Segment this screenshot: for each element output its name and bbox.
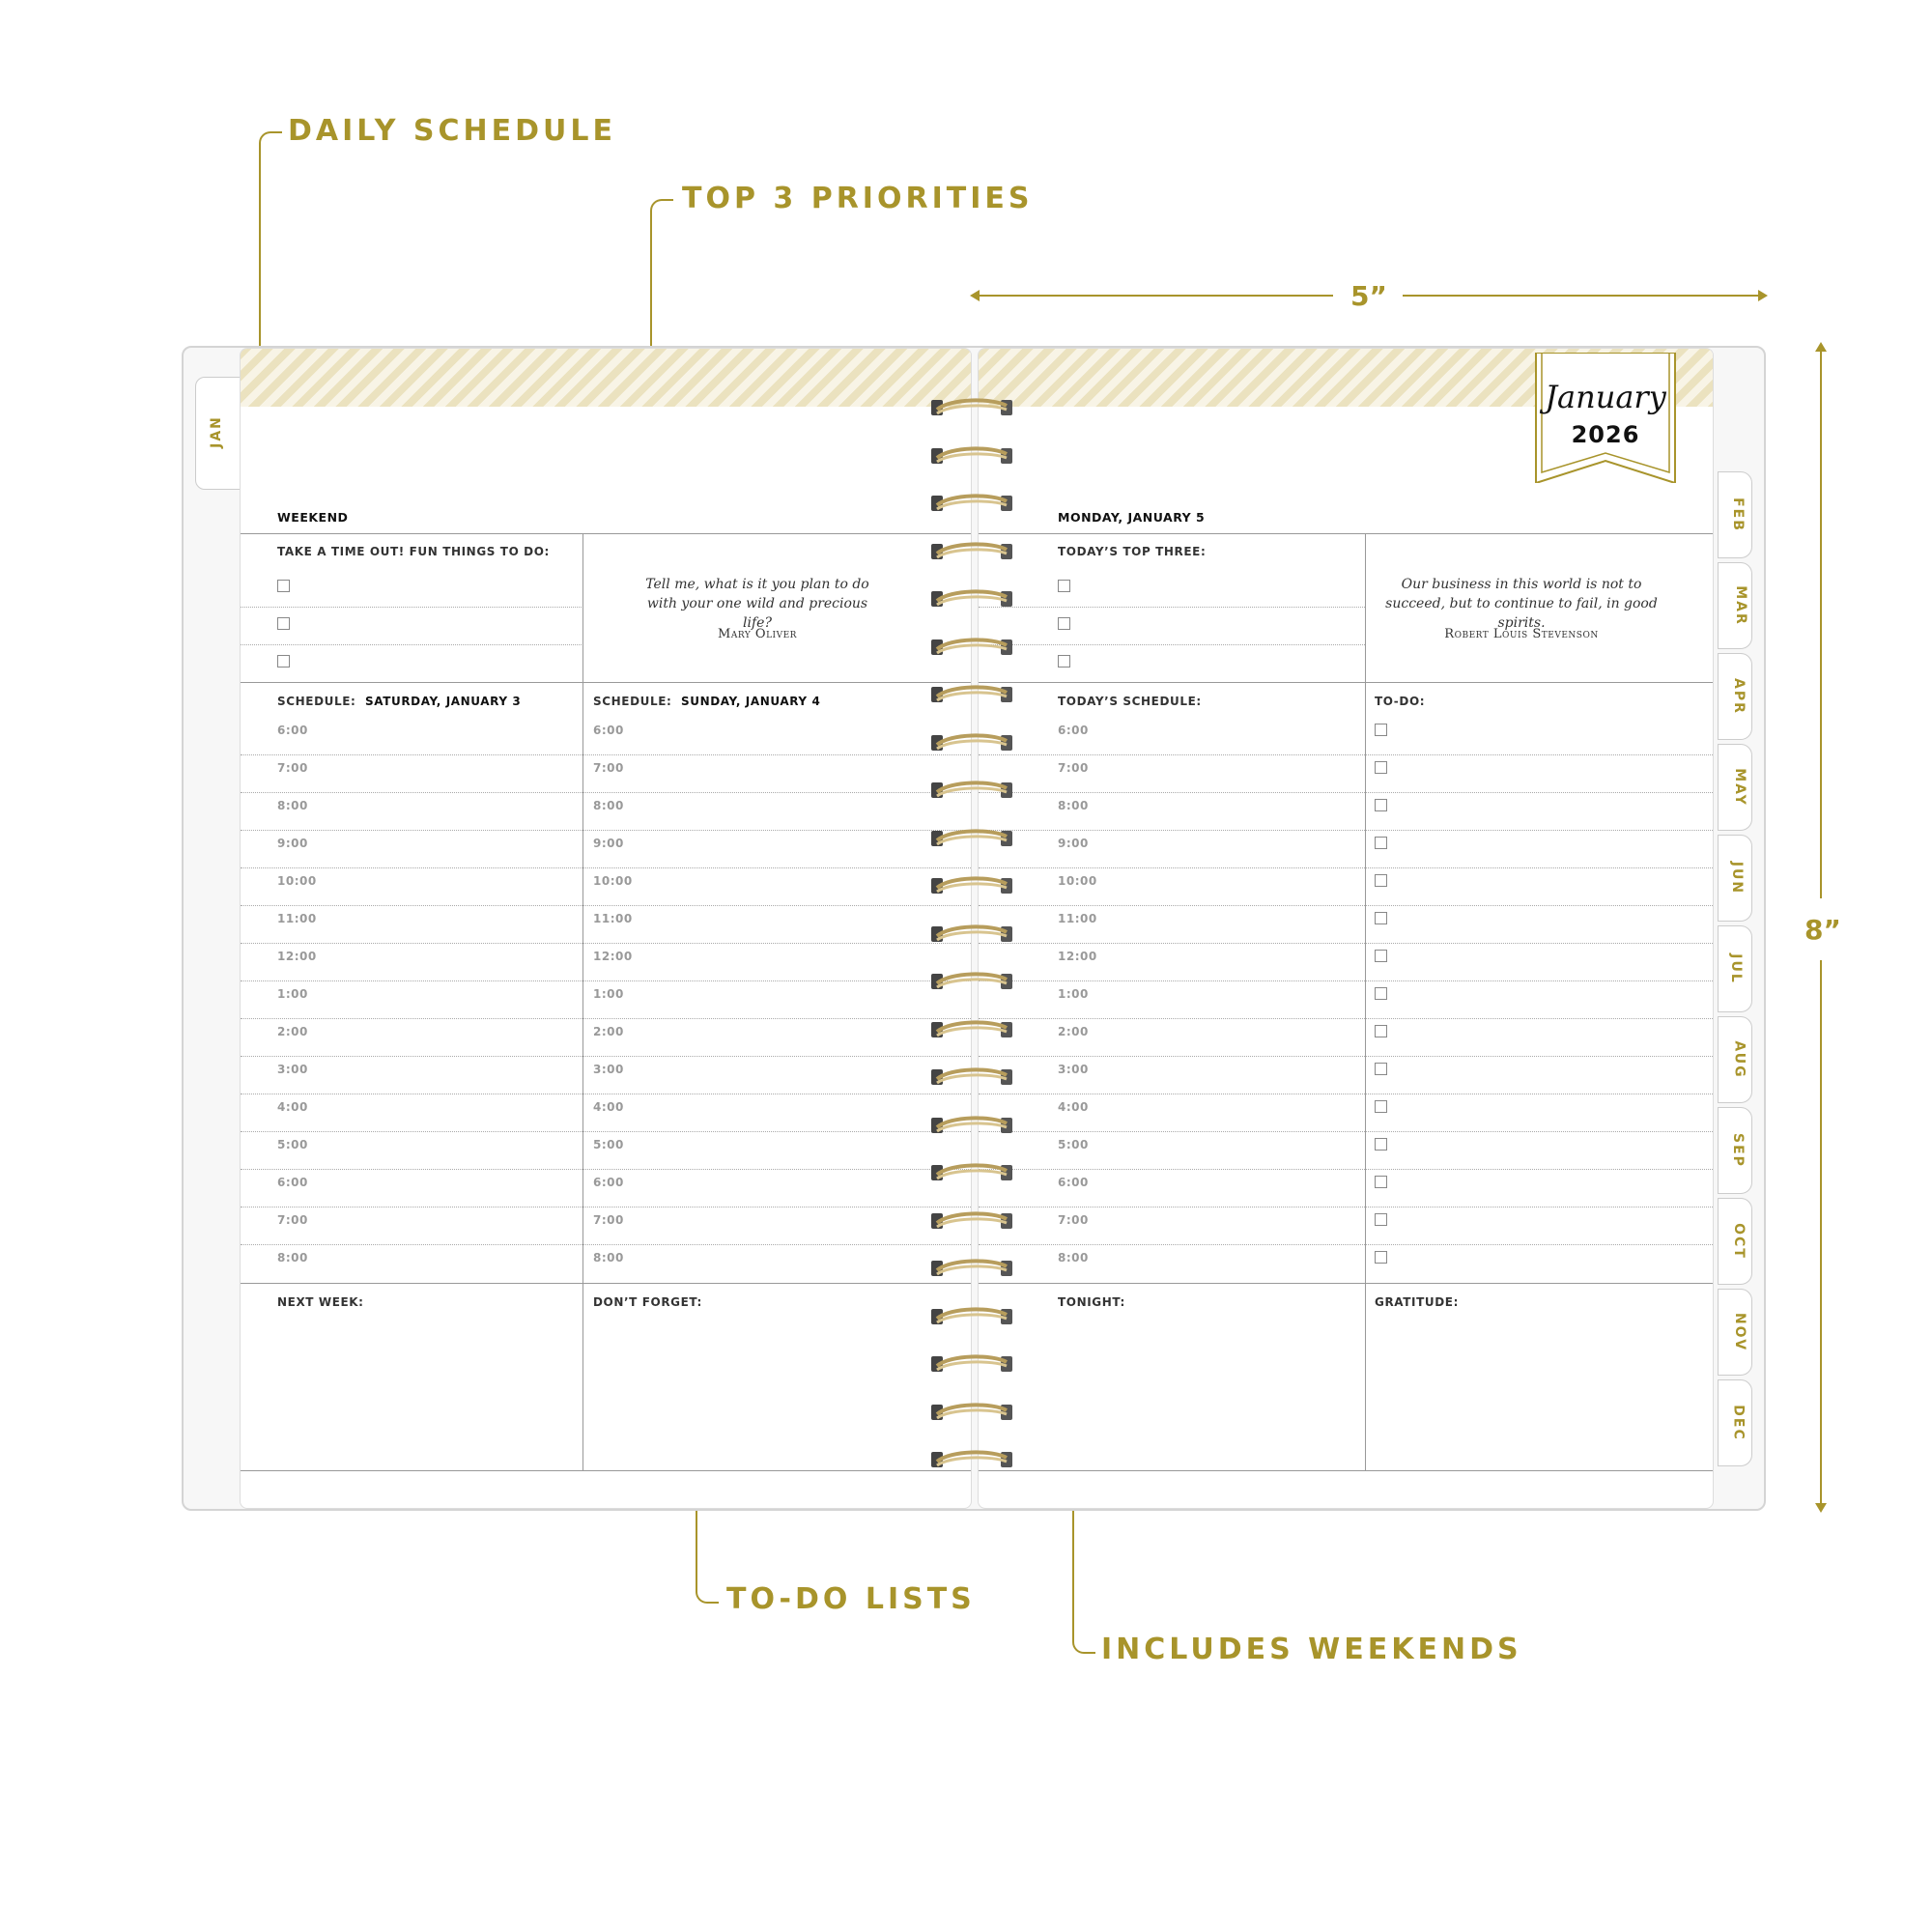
height-dimension-label: 8” — [1804, 914, 1841, 946]
tab-label: MAY — [1731, 768, 1747, 807]
divider — [241, 980, 971, 981]
tab-aug[interactable] — [1718, 1016, 1752, 1103]
tab-label: JUL — [1727, 953, 1744, 984]
time-slot: 5:00 — [277, 1138, 308, 1151]
tab-feb[interactable] — [1718, 471, 1752, 558]
time-slot: 12:00 — [593, 950, 633, 963]
divider — [979, 1056, 1713, 1057]
time-slot: 7:00 — [277, 1213, 308, 1227]
time-slot: 7:00 — [277, 761, 308, 775]
monday-header: MONDAY, JANUARY 5 — [1058, 510, 1206, 525]
spiral-ring — [931, 923, 1012, 944]
divider — [979, 980, 1713, 981]
time-slot: 7:00 — [1058, 761, 1089, 775]
spiral-ring — [931, 1161, 1012, 1182]
gratitude-label: GRATITUDE: — [1375, 1295, 1459, 1309]
fun-checkbox-1[interactable] — [277, 580, 290, 592]
divider — [979, 830, 1713, 831]
divider — [582, 533, 583, 1470]
time-slot: 7:00 — [1058, 1213, 1089, 1227]
divider — [241, 792, 971, 793]
banner-month: January — [1545, 379, 1666, 415]
tab-apr[interactable] — [1718, 653, 1752, 740]
right-page — [978, 348, 1714, 1509]
spiral-ring — [931, 683, 1012, 704]
spiral-ring — [931, 1305, 1012, 1326]
divider — [241, 1283, 971, 1284]
tab-nov[interactable] — [1718, 1289, 1752, 1376]
time-slot: 4:00 — [277, 1100, 308, 1114]
tab-jun[interactable] — [1718, 835, 1752, 922]
tab-sep[interactable] — [1718, 1107, 1752, 1194]
todo-checkbox[interactable] — [1375, 1025, 1387, 1037]
sunday-date: SUNDAY, JANUARY 4 — [681, 695, 821, 708]
time-slot: 6:00 — [277, 1176, 308, 1189]
time-slot: 6:00 — [1058, 1176, 1089, 1189]
divider — [241, 867, 971, 868]
tab-mar[interactable] — [1718, 562, 1752, 649]
time-slot: 8:00 — [593, 799, 624, 812]
todo-checkbox[interactable] — [1375, 1063, 1387, 1075]
top3-callout: TOP 3 PRIORITIES — [682, 182, 1034, 215]
today-schedule-label: TODAY’S SCHEDULE: — [1058, 695, 1202, 708]
left-quote: Tell me, what is it you plan to do with your one wild and precious life? — [645, 577, 869, 631]
divider — [979, 1131, 1713, 1132]
schedule-prefix: SCHEDULE: — [593, 695, 672, 708]
time-slot: 3:00 — [277, 1063, 308, 1076]
divider — [241, 1018, 971, 1019]
width-arrow-left-icon — [970, 290, 980, 301]
tonight-label: TONIGHT: — [1058, 1295, 1125, 1309]
divider — [241, 830, 971, 831]
time-slot: 10:00 — [593, 874, 633, 888]
weekend-header: WEEKEND — [277, 510, 349, 525]
spiral-ring — [931, 1065, 1012, 1087]
width-arrow-right-icon — [1758, 290, 1768, 301]
next-week-label: NEXT WEEK: — [277, 1295, 364, 1309]
todo-checkbox[interactable] — [1375, 837, 1387, 849]
sunday-schedule-label — [593, 695, 820, 708]
spiral-ring — [931, 731, 1012, 753]
todo-checkbox[interactable] — [1375, 1138, 1387, 1151]
divider — [979, 943, 1713, 944]
tab-label: APR — [1730, 678, 1747, 715]
divider — [979, 905, 1713, 906]
time-slot: 8:00 — [1058, 799, 1089, 812]
time-slot: 6:00 — [277, 724, 308, 737]
time-slot: 12:00 — [1058, 950, 1097, 963]
spiral-ring — [931, 444, 1012, 466]
tab-dec[interactable] — [1718, 1379, 1752, 1466]
spiral-ring — [931, 1448, 1012, 1469]
divider — [979, 533, 1713, 534]
time-slot: 11:00 — [277, 912, 317, 925]
time-slot: 1:00 — [277, 987, 308, 1001]
todo-callout: TO-DO LISTS — [726, 1582, 976, 1616]
time-slot: 3:00 — [593, 1063, 624, 1076]
todo-checkbox[interactable] — [1375, 874, 1387, 887]
divider — [241, 533, 971, 534]
divider — [241, 607, 583, 608]
top-three-checkbox-2[interactable] — [1058, 617, 1070, 630]
time-slot: 8:00 — [593, 1251, 624, 1264]
right-quote: Our business in this world is not to succeed, but to continue to fail, in good spirits. — [1385, 577, 1658, 631]
time-slot: 11:00 — [593, 912, 633, 925]
divider — [241, 1207, 971, 1208]
spiral-ring — [931, 1018, 1012, 1039]
time-slot: 3:00 — [1058, 1063, 1089, 1076]
time-slot: 4:00 — [1058, 1100, 1089, 1114]
time-slot: 9:00 — [1058, 837, 1089, 850]
time-slot: 2:00 — [277, 1025, 308, 1038]
fun-checkbox-3[interactable] — [277, 655, 290, 668]
divider — [979, 1283, 1713, 1284]
divider — [979, 644, 1365, 645]
todo-checkbox[interactable] — [1375, 761, 1387, 774]
spiral-ring — [931, 396, 1012, 417]
time-slot: 5:00 — [1058, 1138, 1089, 1151]
time-slot: 2:00 — [593, 1025, 624, 1038]
spiral-ring — [931, 1257, 1012, 1278]
time-slot: 9:00 — [593, 837, 624, 850]
spiral-ring — [931, 827, 1012, 848]
divider — [979, 867, 1713, 868]
month-banner — [1534, 353, 1677, 483]
tab-jul[interactable] — [1718, 925, 1752, 1012]
height-dimension-line-top — [1820, 348, 1822, 898]
tab-label: OCT — [1730, 1223, 1747, 1260]
spiral-ring — [931, 1352, 1012, 1374]
top-three-label: TODAY’S TOP THREE: — [1058, 545, 1207, 558]
divider — [979, 754, 1713, 755]
left-page-stripe — [241, 349, 971, 407]
spiral-ring — [931, 1209, 1012, 1231]
tab-may[interactable] — [1718, 744, 1752, 831]
divider — [979, 1169, 1713, 1170]
time-slot: 9:00 — [277, 837, 308, 850]
right-quote-author: Robert Louis Stevenson — [1444, 627, 1599, 641]
spiral-ring — [931, 587, 1012, 609]
width-dimension-label: 5” — [1350, 280, 1387, 312]
todo-checkbox[interactable] — [1375, 799, 1387, 811]
spiral-ring — [931, 540, 1012, 561]
divider — [241, 905, 971, 906]
divider — [241, 1470, 971, 1471]
divider — [241, 682, 971, 683]
time-slot: 6:00 — [593, 1176, 624, 1189]
tab-jan[interactable] — [195, 377, 245, 490]
time-slot: 1:00 — [593, 987, 624, 1001]
time-slot: 8:00 — [277, 1251, 308, 1264]
left-quote-author: Mary Oliver — [718, 627, 797, 641]
divider — [979, 682, 1713, 683]
dont-forget-label: DON’T FORGET: — [593, 1295, 702, 1309]
time-slot: 1:00 — [1058, 987, 1089, 1001]
top-three-checkbox-3[interactable] — [1058, 655, 1070, 668]
todo-checkbox[interactable] — [1375, 912, 1387, 924]
todo-checkbox[interactable] — [1375, 1251, 1387, 1264]
time-slot: 8:00 — [277, 799, 308, 812]
divider — [979, 1018, 1713, 1019]
tab-label: SEP — [1729, 1133, 1746, 1168]
saturday-schedule-label — [277, 695, 521, 708]
spiral-ring — [931, 970, 1012, 991]
time-slot: 11:00 — [1058, 912, 1097, 925]
time-slot: 10:00 — [1058, 874, 1097, 888]
time-slot: 12:00 — [277, 950, 317, 963]
todo-checkbox[interactable] — [1375, 987, 1387, 1000]
fun-things-label: TAKE A TIME OUT! FUN THINGS TO DO: — [277, 545, 550, 558]
height-arrow-top-icon — [1815, 342, 1827, 352]
tab-label: DEC — [1730, 1405, 1747, 1441]
tab-label: FEB — [1729, 497, 1746, 532]
tab-label: AUG — [1731, 1040, 1747, 1079]
todo-label: TO-DO: — [1375, 695, 1426, 708]
todo-checkbox[interactable] — [1375, 950, 1387, 962]
time-slot: 6:00 — [1058, 724, 1089, 737]
time-slot: 6:00 — [593, 724, 624, 737]
tab-label: JUN — [1729, 861, 1746, 895]
tab-oct[interactable] — [1718, 1198, 1752, 1285]
spiral-ring — [931, 1114, 1012, 1135]
time-slot: 4:00 — [593, 1100, 624, 1114]
time-slot: 8:00 — [1058, 1251, 1089, 1264]
weekends-callout: INCLUDES WEEKENDS — [1101, 1633, 1522, 1666]
divider — [979, 792, 1713, 793]
width-dimension-line-right — [1403, 295, 1760, 297]
divider — [1365, 533, 1366, 1470]
tab-label: NOV — [1732, 1312, 1748, 1352]
height-arrow-bottom-icon — [1815, 1503, 1827, 1513]
banner-year: 2026 — [1571, 421, 1640, 448]
divider — [241, 1131, 971, 1132]
time-slot: 10:00 — [277, 874, 317, 888]
spiral-ring — [931, 636, 1012, 657]
left-page — [240, 348, 972, 1509]
time-slot: 2:00 — [1058, 1025, 1089, 1038]
saturday-date: SATURDAY, JANUARY 3 — [365, 695, 522, 708]
todo-checkbox[interactable] — [1375, 1213, 1387, 1226]
divider — [241, 1169, 971, 1170]
spiral-ring — [931, 874, 1012, 895]
divider — [241, 943, 971, 944]
spiral-ring — [931, 492, 1012, 513]
time-slot: 7:00 — [593, 1213, 624, 1227]
tab-jan-label: JAN — [208, 415, 224, 448]
divider — [979, 607, 1365, 608]
divider — [241, 754, 971, 755]
divider — [979, 1244, 1713, 1245]
divider — [979, 1470, 1713, 1471]
divider — [979, 1207, 1713, 1208]
spiral-ring — [931, 1401, 1012, 1422]
time-slot: 7:00 — [593, 761, 624, 775]
top-three-checkbox-1[interactable] — [1058, 580, 1070, 592]
divider — [241, 644, 583, 645]
todo-checkbox[interactable] — [1375, 724, 1387, 736]
spiral-ring — [931, 779, 1012, 800]
todo-checkbox[interactable] — [1375, 1100, 1387, 1113]
tab-label: MAR — [1732, 585, 1748, 626]
divider — [241, 1056, 971, 1057]
height-dimension-line-bottom — [1820, 960, 1822, 1507]
width-dimension-line-left — [976, 295, 1333, 297]
daily-schedule-callout: DAILY SCHEDULE — [288, 114, 616, 148]
time-slot: 5:00 — [593, 1138, 624, 1151]
schedule-prefix: SCHEDULE: — [277, 695, 356, 708]
divider — [241, 1244, 971, 1245]
fun-checkbox-2[interactable] — [277, 617, 290, 630]
todo-checkbox[interactable] — [1375, 1176, 1387, 1188]
